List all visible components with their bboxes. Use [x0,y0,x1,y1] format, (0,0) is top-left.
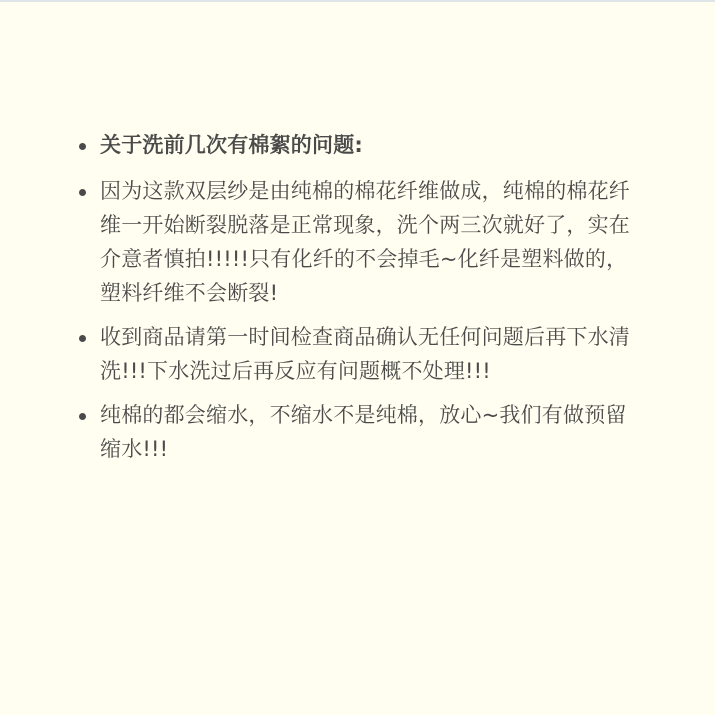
notice-text-fiber-shedding: 因为这款双层纱是由纯棉的棉花纤维做成，纯棉的棉花纤维一开始断裂脱落是正常现象，洗个两三次就好了，实在介意者慎拍!!!!!只有化纤的不会掉毛~化纤是塑料做的，塑料纤维不会断裂! [100,179,630,305]
notice-heading-text: 关于洗前几次有棉絮的问题: [100,133,363,157]
notice-text-shrinkage: 纯棉的都会缩水，不缩水不是纯棉，放心~我们有做预留缩水!!! [100,403,627,461]
bullet-icon [79,143,86,150]
notice-heading-item [74,128,644,162]
notice-item-fiber-shedding [74,174,644,310]
notice-item-inspection [74,320,644,388]
bullet-icon [79,335,86,342]
notice-item-shrinkage [74,398,644,466]
top-border [0,0,715,2]
product-notice-list [74,128,644,476]
notice-text-inspection: 收到商品请第一时间检查商品确认无任何问题后再下水清洗!!!下水洗过后再反应有问题概不处理!!! [100,325,630,383]
bullet-icon [79,413,86,420]
bullet-icon [79,189,86,196]
